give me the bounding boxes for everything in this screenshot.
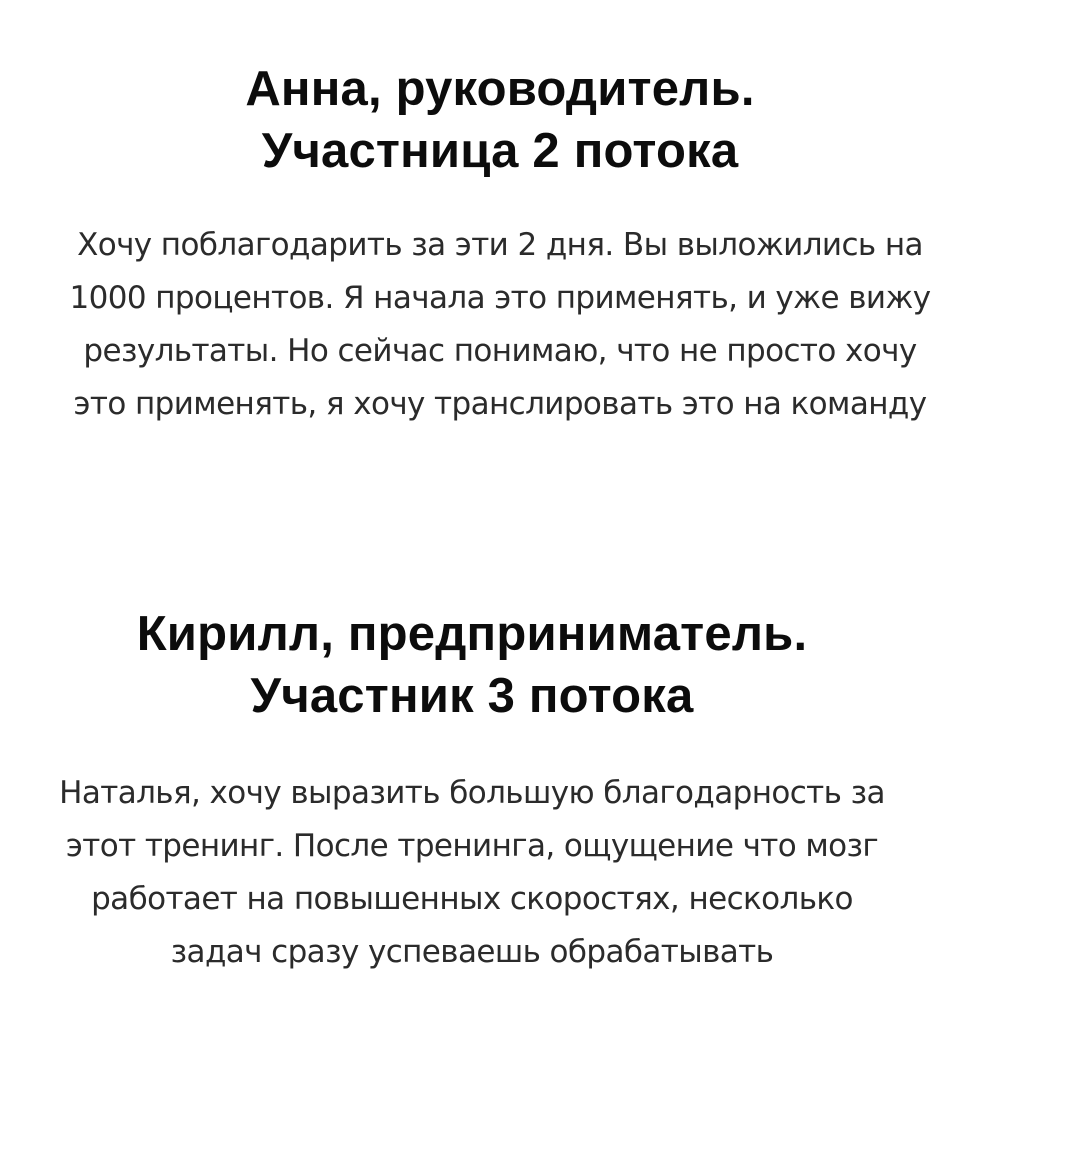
quote-line: Хочу поблагодарить за эти 2 дня. Вы выложились на [77, 227, 923, 263]
testimonial-heading-name: Анна, руководитель. [245, 62, 755, 116]
quote-line: этот тренинг. После тренинга, ощущение что мозг [65, 828, 879, 864]
testimonial-kirill [0, 603, 944, 979]
testimonial-anna [0, 58, 1000, 431]
testimonial-quote [0, 767, 944, 979]
testimonial-heading-name: Кирилл, предприниматель. [136, 607, 808, 661]
quote-line: результаты. Но сейчас понимаю, что не просто хочу [83, 333, 917, 369]
testimonial-quote [0, 219, 1000, 431]
testimonial-heading-cohort: Участница 2 потока [261, 124, 739, 178]
quote-line: это применять, я хочу транслировать это на команду [73, 386, 927, 422]
quote-line: Наталья, хочу выразить большую благодарность за [59, 775, 885, 811]
quote-line: работает на повышенных скоростях, несколько [91, 881, 853, 917]
quote-line: 1000 процентов. Я начала это применять, и уже вижу [69, 280, 931, 316]
testimonial-heading-cohort: Участник 3 потока [250, 669, 694, 723]
quote-line: задач сразу успеваешь обрабатывать [170, 934, 774, 970]
